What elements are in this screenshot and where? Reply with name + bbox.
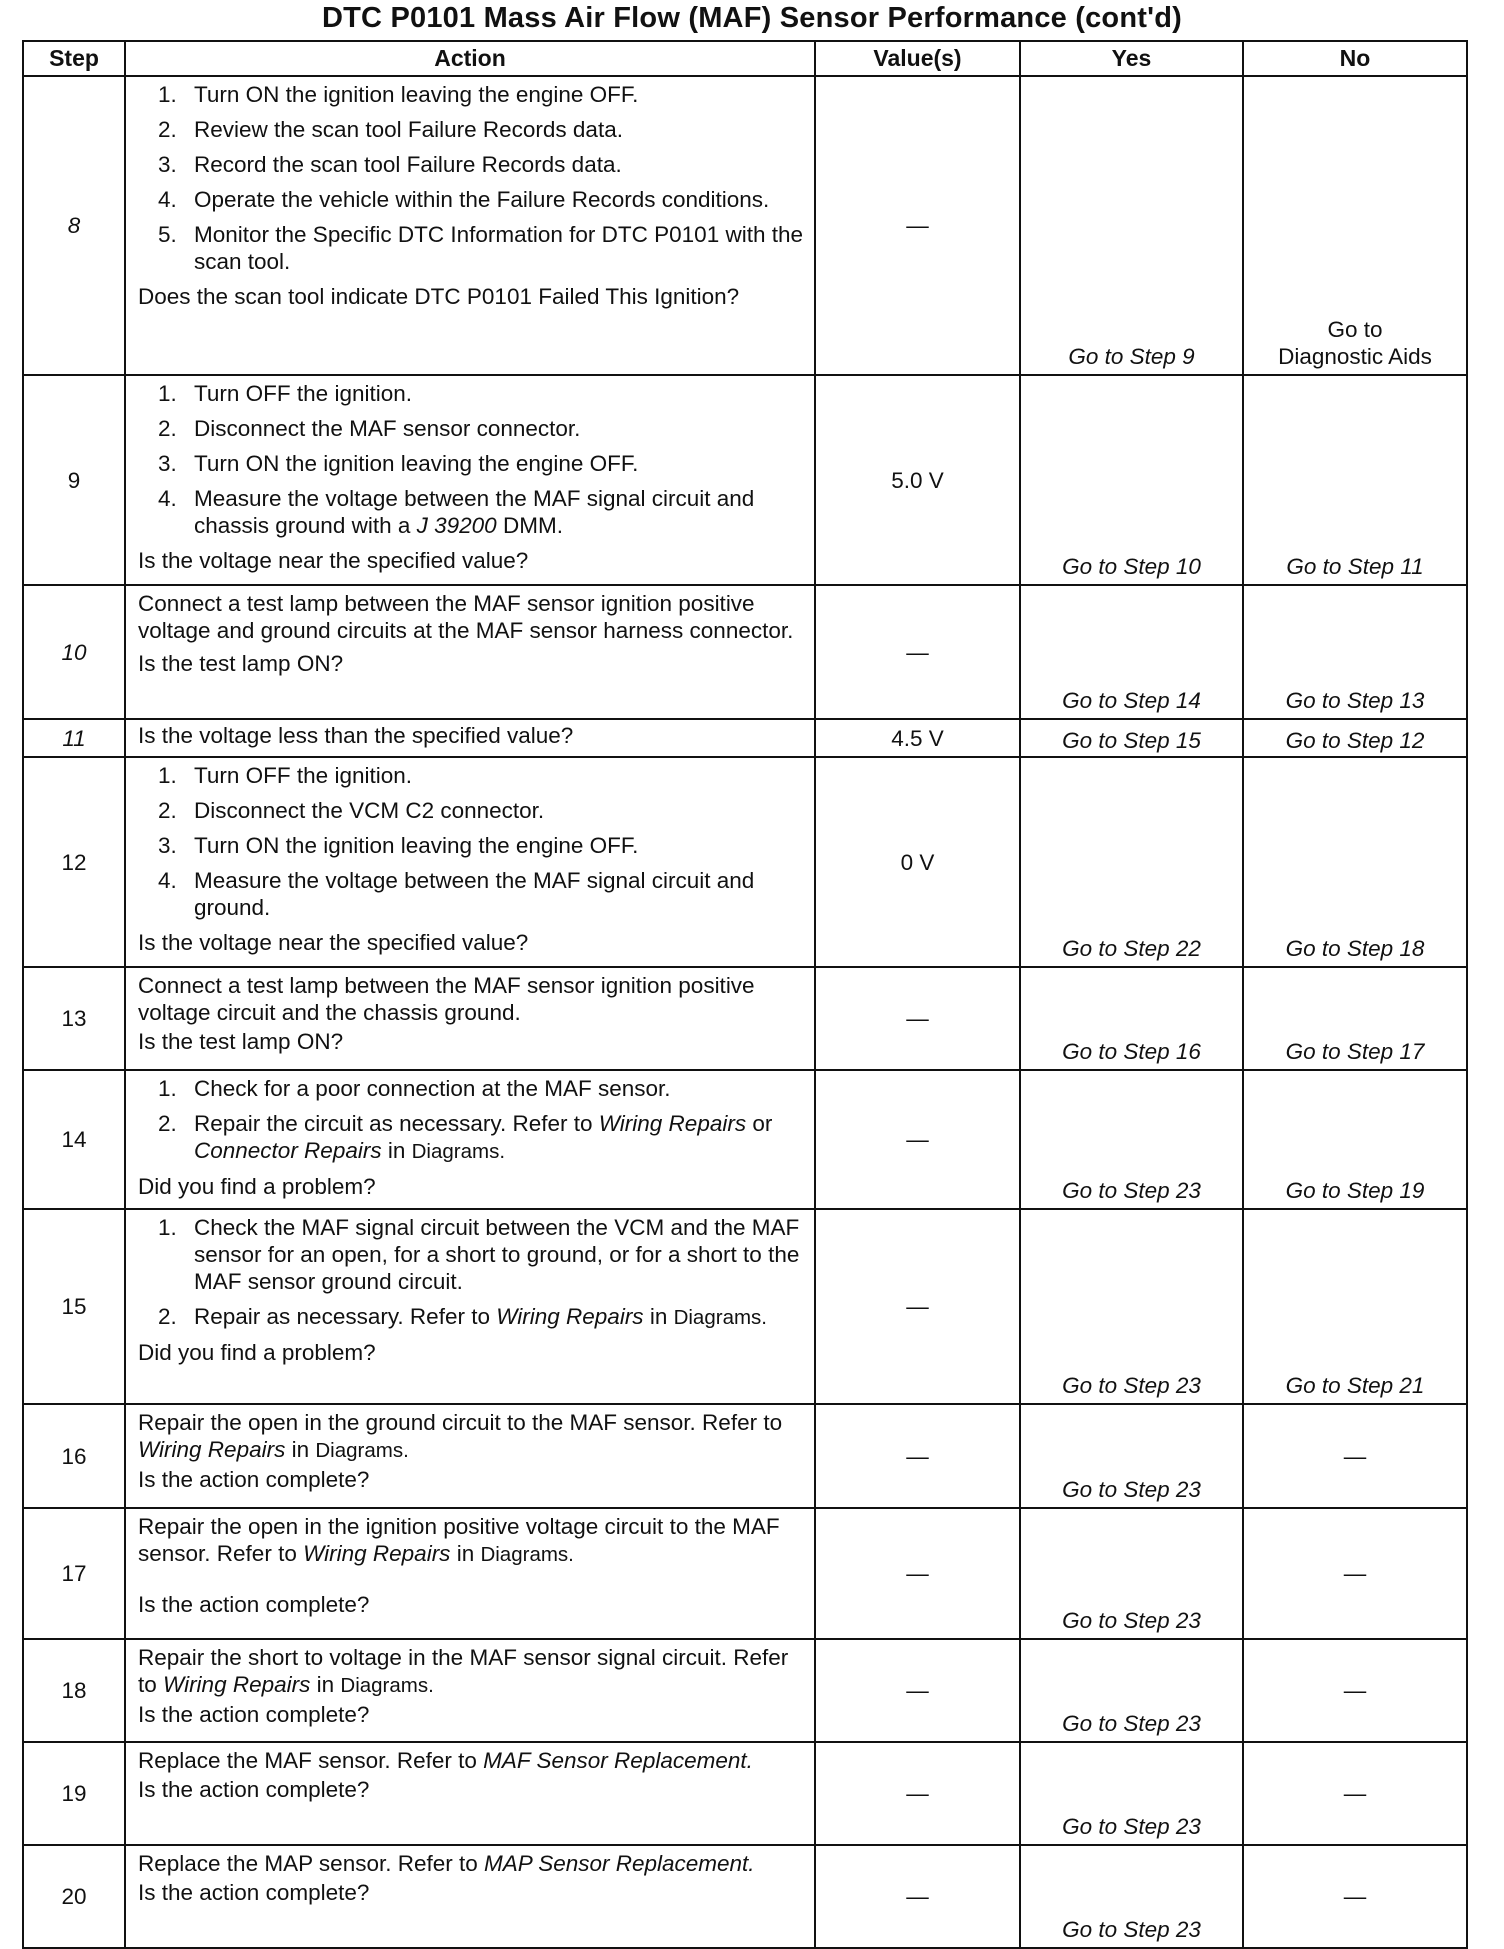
action-question: Is the voltage near the specified value? (138, 548, 529, 573)
no-cell: — (1243, 1508, 1467, 1639)
action-item: 1. Turn OFF the ignition. (158, 381, 413, 406)
value-cell: — (815, 76, 1020, 375)
action-question: Is the voltage less than the specified value? (138, 723, 574, 748)
yes-cell: Go to Step 23 (1020, 1508, 1243, 1639)
action-cell (125, 1639, 815, 1742)
table-row (23, 1639, 1467, 1742)
value-cell: — (815, 585, 1020, 719)
action-item: 2. Repair as necessary. Refer to Wiring Repairs in Diagrams. (158, 1304, 767, 1329)
table-row (23, 967, 1467, 1070)
table-row (23, 1508, 1467, 1639)
table-row (23, 1742, 1467, 1845)
action-cell (125, 585, 815, 719)
yes-cell: Go to Step 23 (1020, 1845, 1243, 1948)
step-number: 10 (23, 585, 125, 719)
action-item: 2. Repair the circuit as necessary. Refer to Wiring Repairs or Connector Repairs in Diagrams. (158, 1111, 773, 1163)
action-question: Did you find a problem? (138, 1174, 376, 1199)
action-question: Is the action complete? (138, 1880, 370, 1905)
action-cell (125, 1845, 815, 1948)
value-cell: — (815, 1508, 1020, 1639)
action-item: 2. Disconnect the VCM C2 connector. (158, 798, 545, 823)
step-number: 14 (23, 1070, 125, 1209)
action-cell (125, 1070, 815, 1209)
no-cell: Go to Diagnostic Aids (1243, 76, 1467, 375)
diagnostic-table (22, 40, 1468, 1949)
action-text: Repair the open in the ground circuit to the MAF sensor. Refer to Wiring Repairs in Diagrams. (138, 1410, 783, 1462)
action-cell (125, 757, 815, 967)
value-cell: — (815, 1845, 1020, 1948)
action-question: Is the voltage near the specified value? (138, 930, 529, 955)
value-cell: 5.0 V (815, 375, 1020, 585)
value-cell: 4.5 V (815, 719, 1020, 757)
no-cell: Go to Step 13 (1243, 585, 1467, 719)
action-item: 1. Turn OFF the ignition. (158, 763, 413, 788)
value-cell: — (815, 1742, 1020, 1845)
header-yes: Yes (1020, 41, 1243, 76)
yes-cell: Go to Step 23 (1020, 1070, 1243, 1209)
table-header-row (23, 41, 1467, 76)
action-item: 2. Review the scan tool Failure Records data. (158, 117, 623, 142)
value-cell: — (815, 1404, 1020, 1508)
header-values: Value(s) (815, 41, 1020, 76)
table-row (23, 757, 1467, 967)
action-item: 4. Measure the voltage between the MAF signal circuit and ground. (158, 868, 755, 920)
no-cell: Go to Step 18 (1243, 757, 1467, 967)
action-cell (125, 1742, 815, 1845)
action-list (138, 762, 804, 921)
table-row (23, 1404, 1467, 1508)
action-question: Is the action complete? (138, 1777, 370, 1802)
step-number: 18 (23, 1639, 125, 1742)
value-cell: — (815, 967, 1020, 1070)
step-number: 11 (23, 719, 125, 757)
action-cell (125, 719, 815, 757)
no-cell: Go to Step 17 (1243, 967, 1467, 1070)
no-cell: Go to Step 12 (1243, 719, 1467, 757)
header-step: Step (23, 41, 125, 76)
no-cell: — (1243, 1845, 1467, 1948)
header-action: Action (125, 41, 815, 76)
action-cell (125, 967, 815, 1070)
yes-cell: Go to Step 23 (1020, 1404, 1243, 1508)
action-item: 1. Turn ON the ignition leaving the engine OFF. (158, 82, 639, 107)
yes-cell: Go to Step 22 (1020, 757, 1243, 967)
yes-cell: Go to Step 10 (1020, 375, 1243, 585)
step-number: 9 (23, 375, 125, 585)
step-number: 12 (23, 757, 125, 967)
table-row (23, 1070, 1467, 1209)
action-item: 3. Record the scan tool Failure Records data. (158, 152, 622, 177)
table-row (23, 375, 1467, 585)
step-number: 19 (23, 1742, 125, 1845)
value-cell: — (815, 1209, 1020, 1404)
table-row (23, 585, 1467, 719)
action-cell (125, 1209, 815, 1404)
action-question: Does the scan tool indicate DTC P0101 Failed This Ignition? (138, 284, 740, 309)
yes-cell: Go to Step 23 (1020, 1639, 1243, 1742)
yes-cell: Go to Step 16 (1020, 967, 1243, 1070)
action-item: 1. Check the MAF signal circuit between the VCM and the MAF sensor for an open, for a short to ground, or for a short to the MAF sensor ground circuit. (158, 1215, 800, 1294)
table-row (23, 1209, 1467, 1404)
step-number: 16 (23, 1404, 125, 1508)
step-number: 15 (23, 1209, 125, 1404)
no-cell: Go to Step 21 (1243, 1209, 1467, 1404)
page-title: DTC P0101 Mass Air Flow (MAF) Sensor Performance (cont'd) (322, 2, 1182, 34)
yes-cell: Go to Step 14 (1020, 585, 1243, 719)
step-number: 17 (23, 1508, 125, 1639)
action-text: Repair the short to voltage in the MAF sensor signal circuit. Refer to Wiring Repairs in Diagrams. (138, 1645, 789, 1697)
action-list (138, 81, 804, 275)
action-text: Replace the MAP sensor. Refer to MAP Sensor Replacement. (138, 1851, 755, 1876)
step-number: 8 (23, 76, 125, 375)
action-item: 4. Operate the vehicle within the Failure Records conditions. (158, 187, 770, 212)
yes-cell: Go to Step 23 (1020, 1742, 1243, 1845)
step-number: 20 (23, 1845, 125, 1948)
action-item: 4. Measure the voltage between the MAF signal circuit and chassis ground with a J 39200 DMM. (158, 486, 755, 538)
action-list (138, 380, 804, 539)
yes-cell: Go to Step 23 (1020, 1209, 1243, 1404)
table-row (23, 719, 1467, 757)
yes-cell: Go to Step 9 (1020, 76, 1243, 375)
action-item: 1. Check for a poor connection at the MAF sensor. (158, 1076, 671, 1101)
yes-cell: Go to Step 15 (1020, 719, 1243, 757)
action-question: Is the action complete? (138, 1702, 370, 1727)
no-cell: Go to Step 19 (1243, 1070, 1467, 1209)
no-cell: — (1243, 1742, 1467, 1845)
action-item: 3. Turn ON the ignition leaving the engine OFF. (158, 833, 639, 858)
action-cell (125, 1508, 815, 1639)
action-question: Is the test lamp ON? (138, 1029, 344, 1054)
action-cell (125, 76, 815, 375)
action-text: Repair the open in the ignition positive voltage circuit to the MAF sensor. Refer to Wiring Repairs in Diagrams. (138, 1514, 780, 1566)
action-item: 2. Disconnect the MAF sensor connector. (158, 416, 581, 441)
table-row (23, 1845, 1467, 1948)
table-row (23, 76, 1467, 375)
action-question: Is the action complete? (138, 1592, 370, 1617)
action-cell (125, 375, 815, 585)
action-item: 3. Turn ON the ignition leaving the engine OFF. (158, 451, 639, 476)
action-list (138, 1214, 804, 1331)
action-question: Is the test lamp ON? (138, 651, 344, 676)
action-list (138, 1075, 804, 1165)
no-cell: Go to Step 11 (1243, 375, 1467, 585)
action-cell (125, 1404, 815, 1508)
no-cell: — (1243, 1404, 1467, 1508)
header-no: No (1243, 41, 1467, 76)
action-text: Connect a test lamp between the MAF sensor ignition positive voltage and ground circuits at the MAF sensor harness connector. (138, 591, 794, 643)
value-cell: 0 V (815, 757, 1020, 967)
action-question: Is the action complete? (138, 1467, 370, 1492)
step-number: 13 (23, 967, 125, 1070)
value-cell: — (815, 1639, 1020, 1742)
action-item: 5. Monitor the Specific DTC Information for DTC P0101 with the scan tool. (158, 222, 803, 274)
no-cell: — (1243, 1639, 1467, 1742)
action-text: Connect a test lamp between the MAF sensor ignition positive voltage circuit and the chassis ground. (138, 973, 755, 1025)
value-cell: — (815, 1070, 1020, 1209)
action-question: Did you find a problem? (138, 1340, 376, 1365)
action-text: Replace the MAF sensor. Refer to MAF Sensor Replacement. (138, 1748, 753, 1773)
